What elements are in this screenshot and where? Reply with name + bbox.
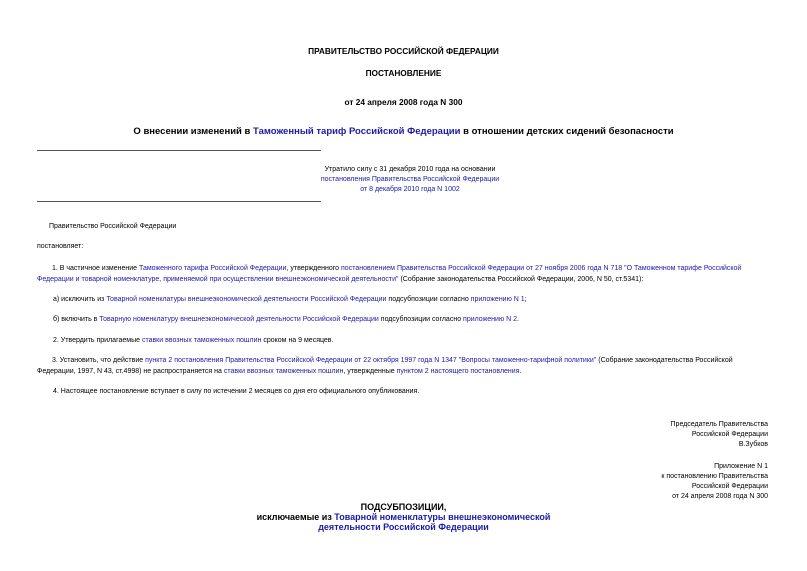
pb-text-a: б) включить в [53,316,100,323]
signature-line1: Председатель Правительства [670,421,768,428]
p3-point2-link[interactable]: пунктом 2 настоящего постановления [396,367,520,375]
p3-rates-link[interactable]: ставки ввозных таможенных пошлин [223,367,344,375]
paragraph-3 [37,356,770,377]
appendix-header [661,462,768,502]
p1-tariff-link[interactable]: Таможенного тарифа Российской Федерации [139,265,287,272]
status-note [300,165,520,195]
customs-tariff-link[interactable]: Таможенный тариф Российской Федерации [253,126,461,137]
p3-text-c: , утвержденные [343,367,397,375]
subsection-nomenclature-link-cont[interactable]: деятельности Российской Федерации [318,522,489,532]
p3-text-b: (Собрание законодательства Российской Федерации, 1997, N 43, ст.4998) не распространяется на [37,357,733,375]
pa-text-a: а) исключить из [53,296,107,303]
paragraph-4: 4. Настоящее постановление вступает в силу по истечении 2 месяцев со дня его официального опубликования. [53,388,420,395]
status-note-line1: Утратило силу с 31 декабря 2010 года на основании [324,166,496,173]
p3-text-a: 3. Установить, что действие [52,357,146,364]
pb-text-b: подсубпозиции согласно [378,316,464,323]
resolves-text: постановляет: [37,243,84,250]
appendix-line2: к постановлению Правительства [661,473,768,480]
paragraph-a [53,295,527,306]
paragraph-2 [53,336,333,347]
signature-line3: В.Зубков [738,441,768,448]
appendix-line4: от 24 апреля 2008 года N 300 [672,493,768,500]
pa-nomenclature-link[interactable]: Товарной номенклатуры внешнеэкономической деятельности Российской Федерации [106,296,387,303]
intro-text: Правительство Российской Федерации [49,223,177,230]
subsection-line2 [0,512,807,522]
p1-text-c: (Собрание законодательства Российской Федерации, 2006, N 50, ст.5341): [398,275,644,283]
p3-decree-link[interactable]: пункта 2 постановления Правительства Российской Федерации от 22 октября 1997 года N 1347 "Вопросы таможенно-тарифной политики" [145,357,597,364]
p3-text-d: . [519,367,522,375]
repeal-decree-date-link[interactable]: от 8 декабря 2010 года N 1002 [360,186,460,193]
divider-bottom [37,201,321,202]
doc-type-heading: ПОСТАНОВЛЕНИЕ [365,68,442,78]
signature-block [671,420,768,450]
signature-line2: Российской Федерации [691,431,768,438]
date-number: от 24 апреля 2008 года N 300 [344,97,463,107]
pb-text-c: . [517,316,519,323]
pb-nomenclature-link[interactable]: Товарную номенклатуру внешнеэкономической деятельности Российской Федерации [99,316,379,323]
p2-rates-link[interactable]: ставки ввозных таможенных пошлин [141,337,262,344]
appendix-line3: Российской Федерации [691,483,768,490]
title-text-post: в отношении детских сидений безопасности [460,126,674,137]
paragraph-1 [37,264,770,285]
subsection-line3 [0,522,807,532]
document-title [0,126,807,137]
p2-text-a: 2. Утвердить прилагаемые [53,337,142,344]
p1-text-a: 1. В частичное изменение [52,265,139,272]
subsection-text-pre: исключаемые из [256,512,335,522]
repeal-decree-link[interactable]: постановления Правительства Российской Федерации [320,176,500,183]
p1-decree-link[interactable]: постановлением Правительства Российской Федерации от 27 ноября 2006 года N 718 "О Таможенном тарифе Российской Федерации и товарной номенклатуре, применяемой при осуществлении внешнеэкономической деятельности" [37,265,742,283]
pa-text-c: ; [524,296,527,303]
title-text-pre: О внесении изменений в [133,126,254,137]
government-heading: ПРАВИТЕЛЬСТВО РОССИЙСКОЙ ФЕДЕРАЦИИ [308,46,499,56]
pa-text-b: подсубпозиции согласно [386,296,471,303]
p1-text-b: , утвержденного [286,265,342,272]
pa-appendix1-link[interactable]: приложению N 1 [470,296,525,303]
subsection-nomenclature-link[interactable]: Товарной номенклатуры внешнеэкономической [334,512,551,522]
divider-top [37,150,321,151]
subsection-title: ПОДСУБПОЗИЦИИ, [360,502,447,512]
appendix-line1: Приложение N 1 [714,463,768,470]
pb-appendix2-link[interactable]: приложению N 2 [463,316,518,323]
paragraph-b [53,315,519,326]
p2-text-b: сроком на 9 месяцев. [261,337,334,344]
